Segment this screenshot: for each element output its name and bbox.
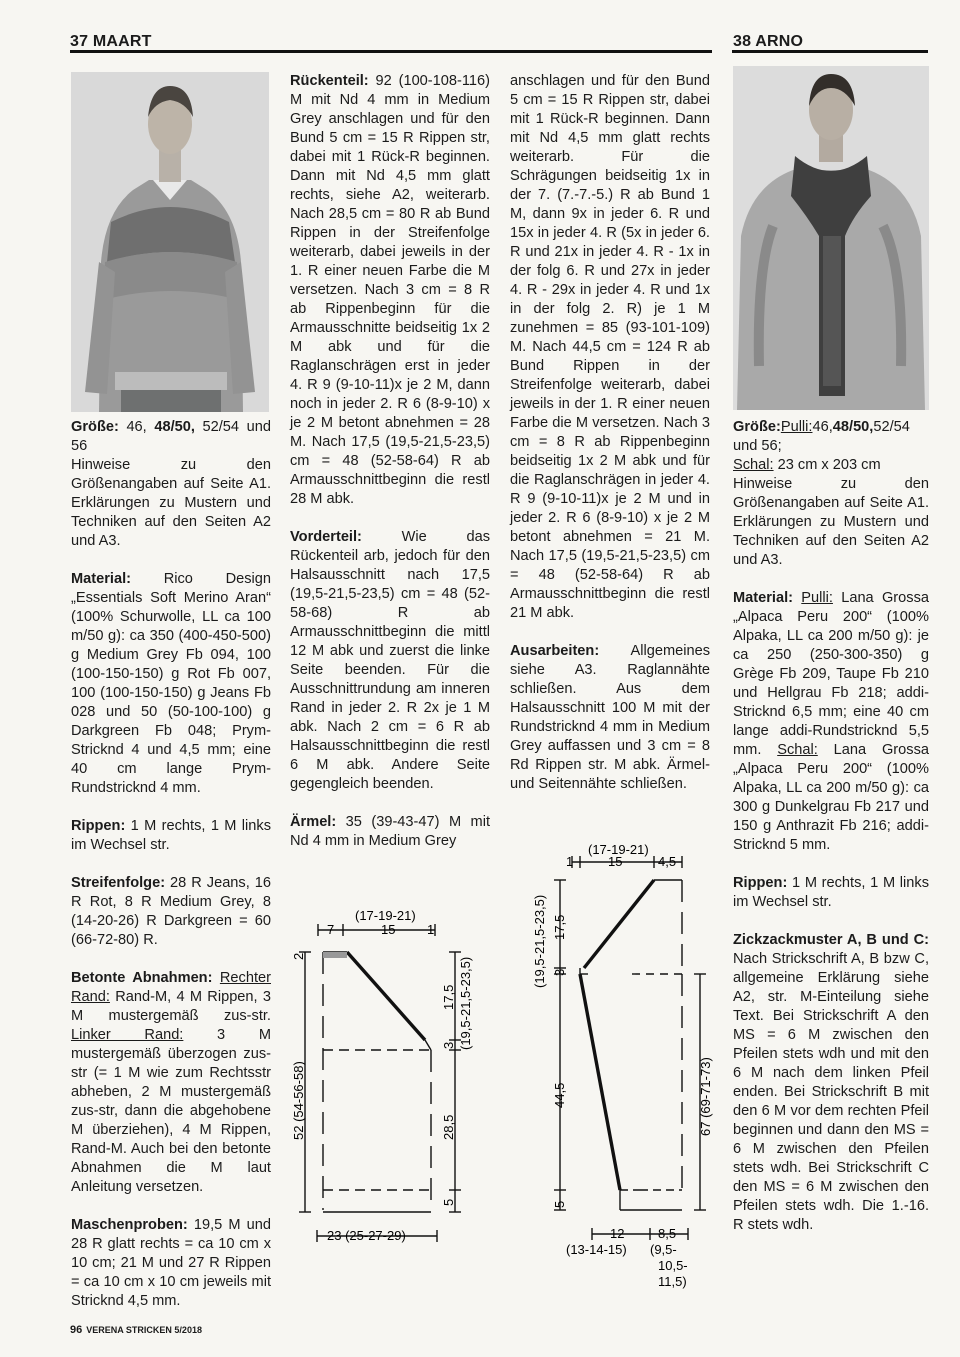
schematic-sleeve [520, 840, 735, 1305]
body-rib: 5 [441, 1198, 456, 1206]
aermel-cont-paragraph [510, 72, 710, 623]
photo-arno-sweater-scarf [733, 66, 929, 410]
page-number: 96 [70, 1324, 83, 1336]
sleeve-top-right: 4,5 [658, 854, 677, 869]
betonte-right-text: Rand-M, 4 M Rippen, 3 M mustergemäß zus-str. [71, 989, 271, 1024]
material-label: Material: [71, 571, 132, 587]
streifen-text: 28 R Jeans, 16 R Rot, 8 R Medium Grey, 8 (14-20-26) R Darkgreen = 60 (66-72-80) R. [71, 875, 271, 948]
arno-zick-text: Nach Strickschrift A, B bzw C, allgemeine Erklärung siehe A2, str. M-Einteilung siehe Text. Bei Strickschrift A den MS = 6 M zwischen den Pfeilen stets wdh und mit den 6 M nach dem linken Pfeil enden. Bei Strickschrift B mit den 6 M vor dem rechten Pfeil beginnen und dann den MS = 6 M zwischen den Pfeilen stets wdh. Bei Strickschrift C den MS = 6 M zwischen den Pfeilen stets wdh. Die 1.-16. R stets wdh. [733, 951, 929, 1233]
betonte-left-label: Linker Rand: [71, 1027, 184, 1043]
betonte-left-text: 3 M mustergemäß überzogen zus-str (= 1 M wie zum Rechtsstr abheben, 2 M mustergemäß zus-str, dann die abgehobene M überziehen), 4 M Rippen, Rand-M. Auch bei den betonte Abnahmen die M laut Anleitung versetzen. [71, 1027, 271, 1195]
arno-size-paragraph [733, 418, 929, 570]
betonte-label: Betonte Abnahmen: [71, 970, 213, 986]
photo-maart-sweater [71, 72, 269, 412]
body-armhole-small: 3 [441, 1041, 456, 1049]
aermel-label: Ärmel: [290, 814, 337, 830]
column-middle-2 [510, 72, 710, 794]
schematic-body [285, 900, 500, 1260]
column-right [733, 418, 929, 1235]
sleeve-total: 67 (69-71-73) [698, 1057, 713, 1136]
sleeve-bottom-right: 8,5 [658, 1226, 677, 1241]
arno-rippen-label: Rippen: [733, 875, 788, 891]
sleeve-bottom-mid-sub: (13-14-15) [566, 1242, 627, 1257]
body-raglan-a: 17,5 [441, 984, 456, 1010]
size-hint: Hinweise zu den Größenangaben auf Seite A1. Erklärungen zu Mustern und Techniken auf den Seiten A2 und A3. [71, 457, 271, 549]
column-left [71, 418, 271, 1311]
arno-size-text-a: 46, [812, 419, 833, 435]
photo-maart-illustration [71, 72, 269, 412]
maschen-label: Maschenproben: [71, 1217, 188, 1233]
vorder-label: Vorderteil: [290, 529, 362, 545]
body-neck: 2 [291, 952, 306, 960]
streifen-paragraph [71, 874, 271, 950]
maschen-text: 19,5 M und 28 R glatt rechts = ca 10 cm x 10 cm; 21 M und 27 R Rippen = ca 10 cm x 10 cm jeweils mit Stricknd 4,5 mm. [71, 1217, 271, 1309]
sleeve-top-mid: 15 [608, 854, 623, 869]
size-text-b: 52/54 und 56 [71, 419, 271, 454]
arno-material-paragraph [733, 589, 929, 855]
rippen-label: Rippen: [71, 818, 126, 834]
arno-size-pulli: Pulli: [780, 419, 813, 435]
arno-material-pulli: Pulli: [801, 590, 833, 606]
sleeve-bottom-right-sub2: 10,5- [658, 1258, 688, 1273]
body-length: 28,5 [441, 1114, 456, 1140]
sleeve-top-left: 1 [566, 854, 574, 869]
body-top-width: (17-19-21) [355, 908, 416, 923]
size-bold: 48/50, [154, 419, 195, 435]
header-rule-left [70, 50, 712, 53]
column-middle [290, 72, 490, 851]
aermel-paragraph [290, 813, 490, 851]
ausarb-label: Ausarbeiten: [510, 643, 600, 659]
photo-arno-illustration [733, 66, 929, 410]
aermel-text: 35 (39-43-47) M mit Nd 4 mm in Medium Grey [290, 814, 490, 849]
arno-material-schal: Schal: [777, 742, 818, 758]
pattern-title-arno: 38 ARNO [733, 33, 804, 50]
betonte-paragraph [71, 969, 271, 1197]
ausarb-text: Allgemeines siehe A3. Raglannähte schließen. Aus dem Halsausschnitt 100 M mit der Rundstricknd 4 mm in Medium Grey auffassen und 3 cm = 8 Rd Rippen str. M abk. Ärmel- und Seitennähte schließen. [510, 643, 710, 792]
pattern-title-maart: 37 MAART [70, 33, 152, 50]
size-text-a: 46, [118, 419, 155, 435]
sleeve-rib: 5 [552, 1200, 567, 1208]
rippen-paragraph [71, 817, 271, 855]
ruecken-label: Rückenteil: [290, 73, 369, 89]
arno-rippen-text: 1 M rechts, 1 M links im Wechsel str. [733, 875, 929, 910]
header-rule-right [732, 50, 928, 53]
size-label: Größe: [71, 419, 119, 435]
arno-material-pulli-text: Lana Grossa „Alpaca Peru 200“ (100% Alpaka, LL ca 200 m/50 g): je ca 250 (250-300-350) g Grège Fb 209, Taupe Fb 210 und Hellgrau Fb 218; addi-Stricknd 6,5 mm; eine 40 cm lange addi-Rundstricknd 5,5 mm. [733, 590, 929, 758]
arno-material-schal-text: Lana Grossa „Alpaca Peru 200“ (100% Alpaka, LL ca 200 m/50 g): ca 300 g Dunkelgrau Fb 217 und 150 g Anthrazit Fb 216; addi-Stricknd 5 mm. [733, 742, 929, 853]
sleeve-top-width: (17-19-21) [588, 842, 649, 857]
aermel-cont-text: anschlagen und für den Bund 5 cm = 15 R Rippen str, dabei mit 1 Rück-R beginnen. Dann mit Nd 4,5 mm glatt rechts weiterarb. Für die Schrägungen beidseitig 1x in der 7. (7.-7.-5.) R ab Bund 1 M, dann 9x in jeder 6. R und 15x in jeder 4. R (5x in jeder 6. R und 21x in jeder 4. R - 1x in der folg 6. R und 27x in jeder 4. R - 29x in jeder 4. R und 1x in der folg 2. R) je 1 M zunehmen = 85 (93-101-109) M. Nach 44,5 cm = 124 R ab Bund Rippen in der Streifenfolge weiterarb, dabei jeweils in der 1. R einer neuen Farbe die M versetzen. Nach 3 cm = 8 R ab Rippenbeginn beidseitig 1x 2 M abk und für die Raglanschrägen in jeder 4. R 9 (9-10-11)x je 2 M und in jeder 2. R 6 (8-9-10) x je 2 M betont abnehmen = 21 M. Nach 17,5 (19,5-21,5-23,5) cm = 48 (52-58-64) R ab Armausschnittbeginn die restl 21 M abk. [510, 73, 710, 621]
sleeve-bottom-mid: 12 [610, 1226, 625, 1241]
ausarb-paragraph [510, 642, 710, 794]
arno-size-hint: Hinweise zu den Größenangaben auf Seite A1. Erklärungen zu Mustern und Techniken auf den Seiten A2 und A3. [733, 476, 929, 568]
arno-rippen-paragraph [733, 874, 929, 912]
size-paragraph [71, 418, 271, 551]
arno-size-bold: 48/50, [832, 419, 874, 435]
sleeve-bottom-right-sub3: 11,5) [658, 1274, 687, 1289]
maschen-paragraph [71, 1216, 271, 1311]
material-paragraph [71, 570, 271, 798]
arno-size-label: Größe: [733, 419, 781, 435]
vorder-paragraph [290, 528, 490, 794]
body-top-left: 7 [327, 922, 335, 937]
betonte-right-label: Rechter Rand: [71, 970, 271, 1005]
body-top-right: 1 [427, 922, 435, 937]
rippen-text: 1 M rechts, 1 M links im Wechsel str. [71, 818, 271, 853]
sleeve-raglan: (19,5-21,5-23,5) [532, 894, 547, 988]
streifen-label: Streifenfolge: [71, 875, 166, 891]
material-text: Rico Design „Essentials Soft Merino Aran“ (100% Schurwolle, LL ca 100 m/50 g): ca 350 (400-450-500) g Medium Grey Fb 094, 100 (100-150-150) g Rot Fb 007, 100 (100-150-150) g Jeans Fb 028 und 50 (50-100-100) g Darkgreen Fb 048; Prym-Stricknd 4 und 4,5 mm; eine 40 cm lange Prym-Rundstricknd 4 mm. [71, 571, 271, 796]
sleeve-length: 44,5 [552, 1082, 567, 1108]
ruecken-paragraph [290, 72, 490, 509]
arno-schal-text: 23 cm x 203 cm [773, 457, 881, 473]
arno-zick-label: Zickzackmuster A, B und C: [733, 932, 929, 948]
body-raglan-b: (19,5-21,5-23,5) [458, 956, 473, 1050]
arno-material-label: Material: [733, 590, 794, 606]
sleeve-raglan-b: 17,5 [552, 914, 567, 940]
vorder-text: Wie das Rückenteil arb, jedoch für den Halsausschnitt nach 17,5 (19,5-21,5-23,5) cm = 48 (52-58-68) R ab Armausschnittbeginn die mittl 12 M abk und zuerst die linke Seite beenden. Für die Ausschnittrundung am inneren Rand in jeder 2. R 2x je 1 M abk. Nach 2 cm = 6 R ab Halsausschnittbeginn die restl 6 M abk. Andere Seite gegengleich beenden. [290, 529, 490, 792]
ruecken-text: 92 (100-108-116) M mit Nd 4 mm in Medium Grey anschlagen und für den Bund 5 cm = 15 R Rippen str, dabei mit 1 Rück-R beginnen. Dann mit Nd 4,5 mm glatt rechts, siehe A2, weiterarb. Nach 28,5 cm = 80 R ab Bund Rippen in der Streifenfolge weiterarb, dabei jeweils in der 1. R einer neuen Farbe die M versetzen. Nach 3 cm = 8 R ab Rippenbeginn für die Armausschnitte beidseitig 1x 2 M abk und für die Raglanschrägen erst in jeder 4. R 9 (9-10-11)x je 2 M, dann noch in jeder 2. R 6 (8-9-10) x je 2 M betont abnehmen = 28 M. Nach 17,5 (19,5-21,5-23,5) cm = 48 (52-58-64) R ab Armausschnittbeginn die restl 28 M abk. [290, 73, 490, 507]
sleeve-bottom-right-sub1: (9,5- [650, 1242, 677, 1257]
body-bottom-width: 23 (25-27-29) [327, 1228, 406, 1243]
arno-size-text-b: 52/54 und 56; [733, 419, 910, 454]
body-top-mid: 15 [381, 922, 396, 937]
arno-schal-label: Schal: [733, 457, 774, 473]
arno-zick-paragraph [733, 931, 929, 1235]
body-total: 52 (54-56-58) [291, 1061, 306, 1140]
page-footer [70, 1324, 202, 1336]
magazine-name: VERENA STRICKEN 5/2018 [86, 1325, 202, 1335]
sleeve-armhole-small: 3 [552, 968, 567, 976]
